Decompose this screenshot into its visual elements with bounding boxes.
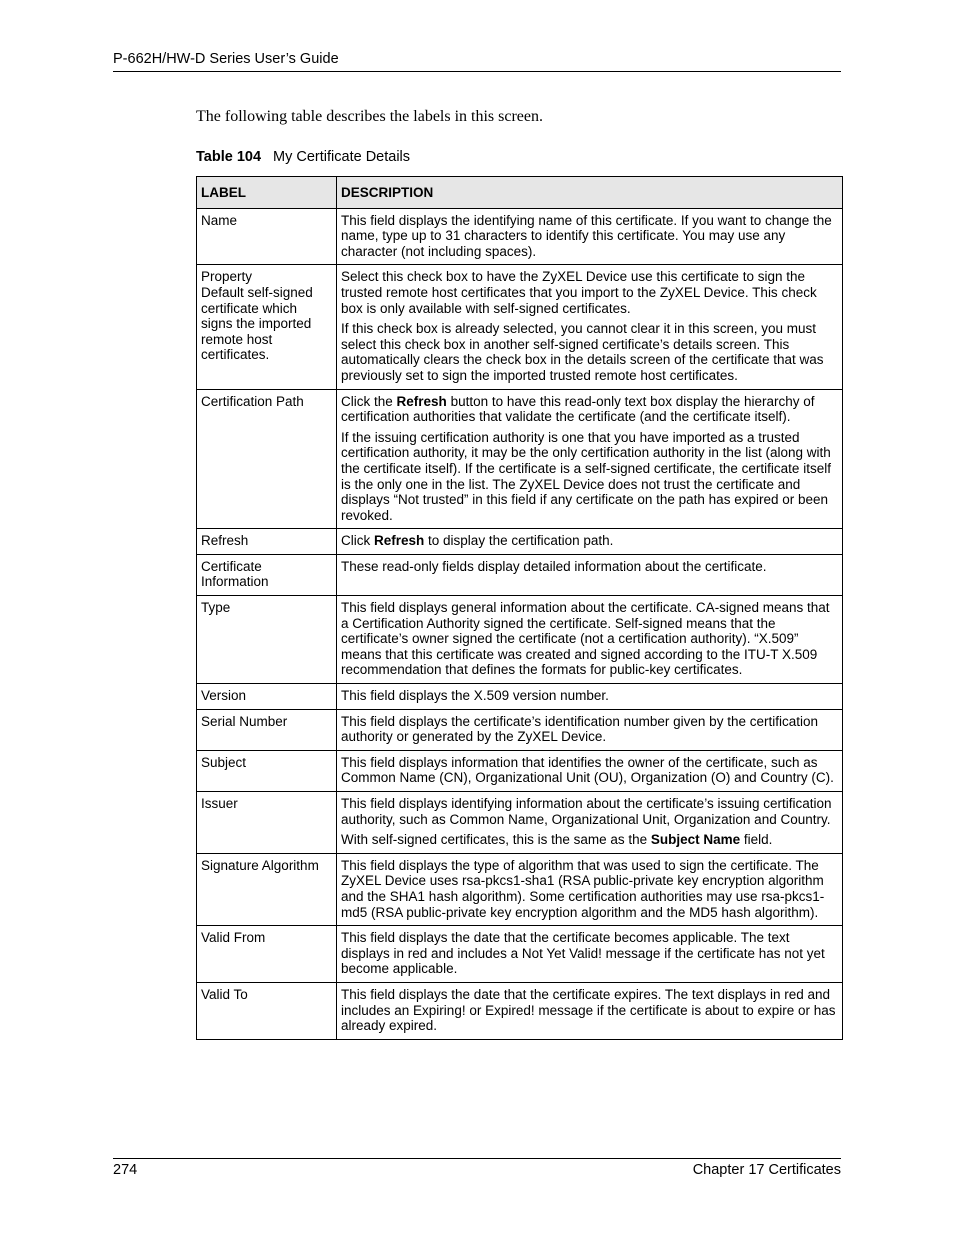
table-row [197,554,843,595]
description-text: to display the certification path. [424,533,614,549]
description-paragraph [341,832,838,848]
table-caption-title: My Certificate Details [273,149,411,165]
intro-paragraph: The following table describes the labels in this screen. [196,108,544,125]
row-label: Name [197,208,337,265]
description-text: field. [740,832,773,848]
description-paragraph [341,430,838,524]
description-paragraph [341,688,838,704]
table-caption [196,149,410,165]
chapter-title: Chapter 17 Certificates [692,1162,841,1178]
description-paragraph [341,930,838,977]
row-description [337,926,843,983]
row-label: Serial Number [197,709,337,750]
row-label: Valid To [197,982,337,1039]
running-header-title: P-662H/HW-D Series User’s Guide [113,51,339,67]
row-description [337,792,843,854]
table-header-row [197,177,843,209]
ui-term: Refresh [396,393,447,409]
table-caption-number: Table 104 [196,149,262,165]
table-body [197,208,843,1039]
ui-term: Subject Name [650,832,741,848]
description-paragraph [341,858,838,920]
description-text: This field displays the date that the certificate expires. The text displays in red and includes an Expiring! or Expired! message if the certificate is about to expire or has already expired. [341,986,836,1034]
description-paragraph [341,394,838,425]
description-paragraph [341,796,838,827]
description-text: This field displays the X.509 version number. [341,688,609,704]
table-row [197,982,843,1039]
description-text: Click the [341,393,397,409]
description-text: Click [341,533,374,549]
description-text: If this check box is already selected, you cannot clear it in this screen, you must select this check box in another self-signed certificate’s details screen. This automatically clears the check box in the details screen of the certificate that was previously set to sign the imported trusted remote host certificates. [341,321,824,383]
description-paragraph [341,987,838,1034]
table-row [197,389,843,529]
row-description [337,596,843,684]
description-paragraph [341,533,838,549]
row-description [337,684,843,710]
description-text: This field displays the date that the certificate becomes applicable. The text displays in red and includes a Not Yet Valid! message if the certificate has not yet become applicable. [341,930,825,977]
table-row [197,926,843,983]
description-text: This field displays information that identifies the owner of the certificate, such as Common Name (CN), Organizational Unit (OU), Organization (O) and Country (C). [341,754,834,786]
table-row [197,265,843,389]
description-column-header: DESCRIPTION [337,177,843,209]
row-label: Issuer [197,792,337,854]
description-text: This field displays general information about the certificate. CA-signed means that a Certification Authority signed the certificate. Self-signed means that the certificate’s owner signed the certificate (not a certification authority). “X.509” means that this certificate was created and signed according to the ITU-T X.509 recommendation that defines the formats for public-key certificates. [341,600,830,678]
description-text: These read-only fields display detailed information about the certificate. [341,558,767,574]
description-paragraph [341,321,838,383]
table-row [197,853,843,925]
table-row [197,750,843,791]
row-label: Subject [197,750,337,791]
description-text: With self-signed certificates, this is the same as the [341,832,651,848]
description-text: This field displays the type of algorithm that was used to sign the certificate. The ZyXEL Device uses rsa-pkcs1-sha1 (RSA public-private key encryption algorithm and the SHA1 hash algorithm). Some certification authorities may use rsa-pkcs1-md5 (RSA public-private key encryption algorithm and the MD5 hash algorithm). [341,857,825,920]
row-label: Certificate Information [197,554,337,595]
row-label: Version [197,684,337,710]
description-paragraph [341,559,838,575]
description-text: This field displays the identifying name of this certificate. If you want to change the name, type up to 31 characters to identify this certificate. You may use any character (not including spaces). [341,212,832,259]
description-text: This field displays identifying information about the certificate’s issuing certification authority, such as Common Name, Organizational Unit, Organization and Country. [341,796,832,827]
row-description [337,554,843,595]
row-label: Certification Path [197,389,337,529]
description-text: Select this check box to have the ZyXEL Device use this certificate to sign the trusted remote host certificates that you import to the ZyXEL Device. This check box is only available with self-signed certificates. [341,269,817,316]
page-number: 274 [113,1162,138,1178]
table-row [197,208,843,265]
row-description [337,709,843,750]
certificate-details-table [196,176,843,1040]
row-description [337,982,843,1039]
label-column-header: LABEL [197,177,337,209]
row-description [337,208,843,265]
description-paragraph [341,213,838,260]
row-description [337,529,843,555]
row-label: Type [197,596,337,684]
description-text: If the issuing certification authority is one that you have imported as a trusted certification authority, it may be the only certification authority in the list (along with the certificate itself). If the certificate is a self-signed certificate, the certificate itself is the only one in the list. The ZyXEL Device does not trust the certificate and displays “Not trusted” in this field if any certificate on the path has expired or been revoked. [341,429,831,523]
description-paragraph [341,714,838,745]
description-paragraph [341,269,838,316]
table-row [197,684,843,710]
table-row [197,792,843,854]
header-rule [113,71,841,72]
row-description [337,853,843,925]
description-paragraph [341,600,838,678]
row-label: Valid From [197,926,337,983]
description-text: button to have this read-only text box display the hierarchy of certification authorities that validate the certificate (and the certificate itself). [341,393,815,425]
table-row [197,709,843,750]
ui-term: Refresh [374,533,425,549]
table-row [197,529,843,555]
row-label: Property Default self-signed certificate which signs the imported remote host certificates. [197,265,337,389]
description-paragraph [341,755,838,786]
row-label: Refresh [197,529,337,555]
footer-rule [113,1158,841,1159]
row-description [337,265,843,389]
row-description [337,389,843,529]
row-label: Signature Algorithm [197,853,337,925]
table-row [197,596,843,684]
row-description [337,750,843,791]
description-text: This field displays the certificate’s identification number given by the certification authority or generated by the ZyXEL Device. [341,713,818,745]
